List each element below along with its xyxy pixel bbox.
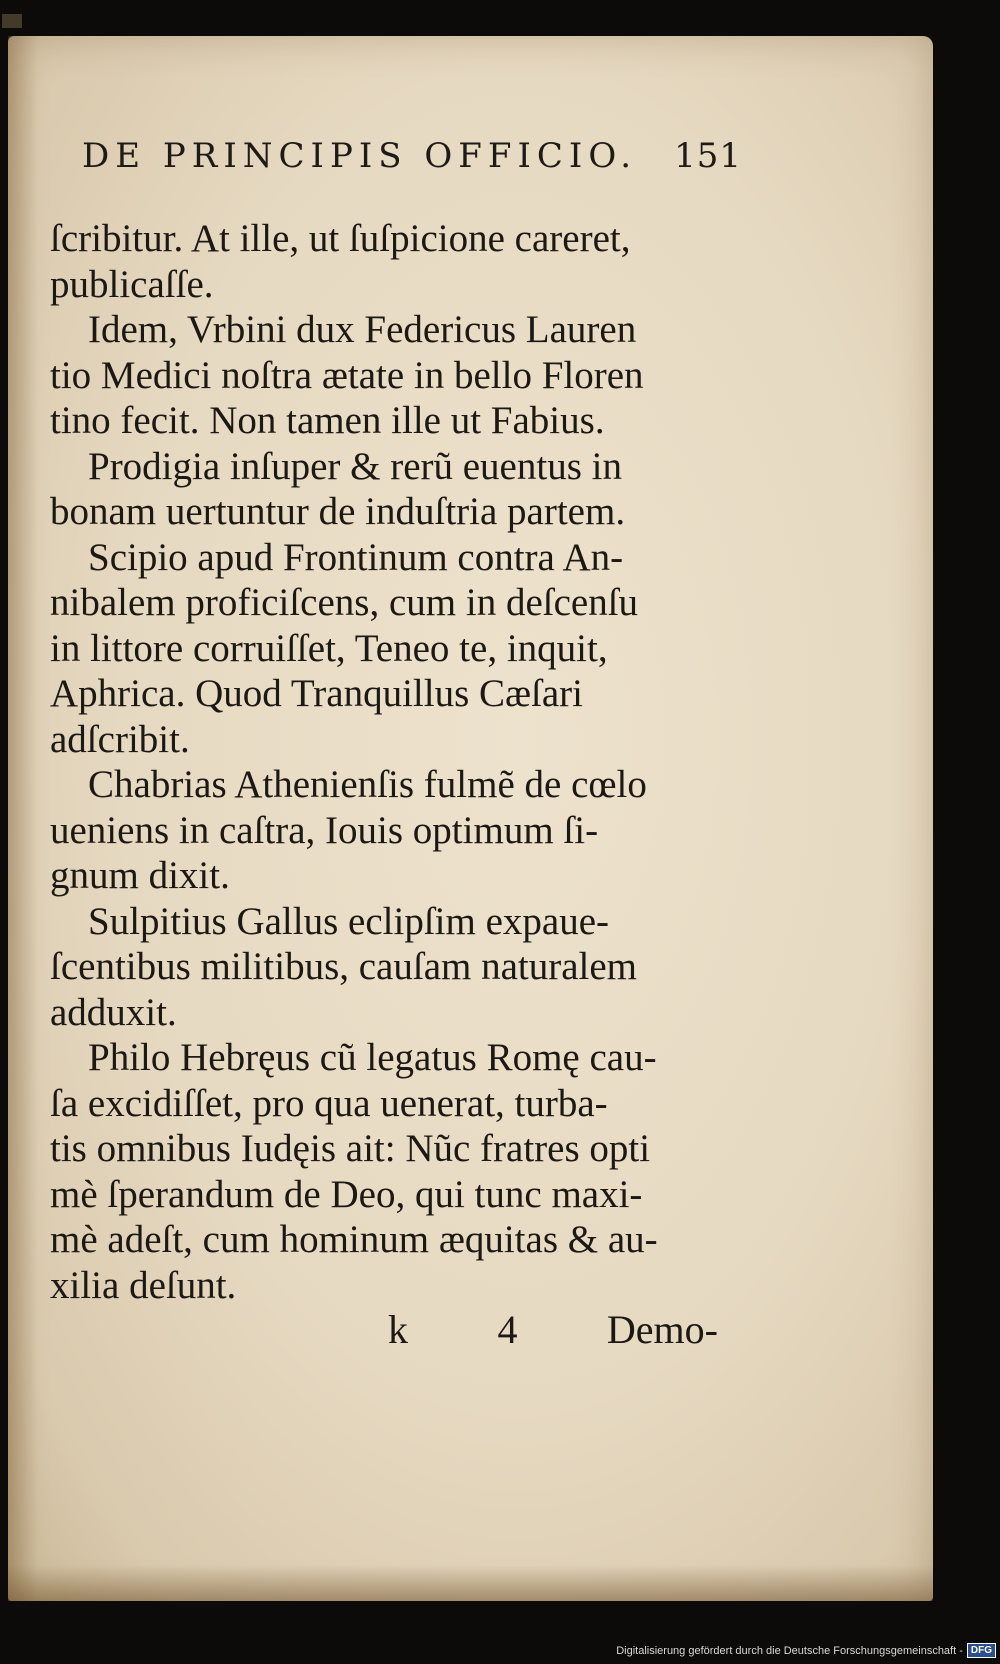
dfg-logo-icon: DFG (967, 1643, 996, 1658)
text-line: ſcentibus militibus, cauſam naturalem (50, 945, 638, 988)
text-line: Scipio apud Frontinum contra An- (88, 535, 624, 579)
text-line: tis omnibus Iudęis ait: Nũc fratres opti (50, 1127, 651, 1170)
funding-banner (616, 1643, 996, 1658)
text-line: Philo Hebręus cũ legatus Romę cau- (88, 1036, 657, 1079)
signature-mark: k (388, 1307, 408, 1352)
text-line: gnum dixit. (50, 854, 230, 897)
text-line: Chabrias Athenienſis fulmẽ de cœlo (88, 763, 647, 806)
text-line: tio Medici noſtra ætate in bello Floren (50, 353, 644, 397)
text-line: Sulpitius Gallus eclipſim expaue- (88, 899, 609, 943)
text-line: in littore corruiſſet, Teneo te, inquit, (50, 626, 608, 670)
text-line: Aphrica. Quod Tranquillus Cæſari (50, 672, 583, 715)
text-line: xilia deſunt. (50, 1263, 237, 1307)
book-page (8, 36, 933, 1601)
text-line: mè ſperandum de Deo, qui tunc maxi- (50, 1172, 643, 1216)
running-header (82, 136, 742, 176)
page-bottom-shadow (8, 1565, 933, 1601)
funding-text: Digitalisierung gefördert durch die Deutsche Forschungsgemeinschaft - (616, 1644, 963, 1657)
text-line: mè adeſt, cum hominum æquitas & au- (50, 1218, 658, 1261)
page-gutter-shadow (8, 36, 38, 1601)
text-line: Idem, Vrbini dux Federicus Lauren (88, 308, 637, 351)
catchword: Demo- (606, 1307, 718, 1352)
text-line: adduxit. (50, 990, 177, 1034)
corner-mark (2, 14, 22, 28)
text-line: Prodigia inſuper & rerũ euentus in (88, 444, 622, 488)
signature-number: 4 (497, 1307, 518, 1352)
text-line: publicaſſe. (50, 262, 214, 306)
text-line: ſa excidiſſet, pro qua uenerat, turba- (50, 1081, 608, 1125)
text-line: ſcribitur. At ille, ut ſuſpicione careret, (50, 217, 631, 260)
body-text (50, 216, 740, 1308)
running-title: DE PRINCIPIS OFFICIO. (82, 136, 638, 176)
text-line: nibalem proficiſcens, cum in deſcenſu (50, 581, 639, 624)
text-line: bonam uertuntur de induſtria partem. (50, 490, 626, 533)
text-line: ueniens in caſtra, Iouis optimum ſi- (50, 808, 599, 852)
text-line: adſcribit. (50, 717, 190, 761)
page-footer (388, 1306, 718, 1353)
folio-number: 151 (674, 136, 742, 176)
text-line: tino fecit. Non tamen ille ut Fabius. (50, 399, 605, 442)
